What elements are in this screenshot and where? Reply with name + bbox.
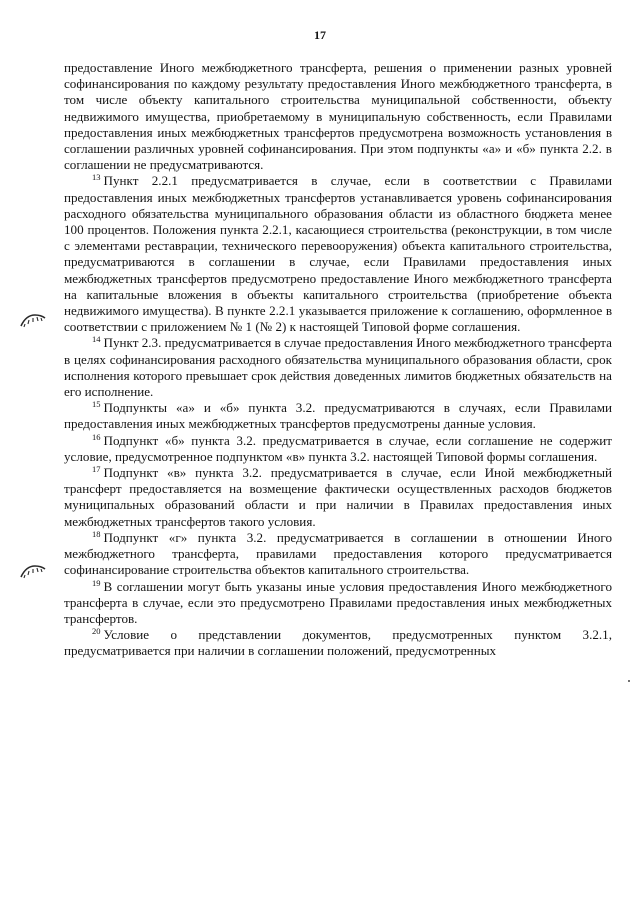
footnote-text: Подпункты «а» и «б» пункта 3.2. предусматриваются в случаях, если Правилами предоставления иных межбюджетных трансфертов предусмотрены данные условия. <box>64 400 612 432</box>
footnote-18 <box>64 530 612 579</box>
footnote-text: В соглашении могут быть указаны иные условия предоставления Иного межбюджетного трансферта в случае, если это предусмотрено Правилами предоставления иных межбюджетных трансфертов. <box>64 578 612 626</box>
footnote-text: Подпункт «в» пункта 3.2. предусматривается в случае, если Иной межбюджетный трансферт предоставляется на возмещение фактически осуществленных расходов бюджетов муниципальных образований области и при наличии в Правилах предоставления иных межбюджетных трансфертов такого условия. <box>64 465 612 529</box>
footnote-16 <box>64 433 612 465</box>
document-body <box>64 60 612 660</box>
page-number: 17 <box>314 28 326 42</box>
footnote-number: 17 <box>92 464 101 475</box>
footnote-number: 20 <box>92 626 101 637</box>
footnote-text: Условие о представлении документов, предусмотренных пунктом 3.2.1, предусматривается при наличии в соглашении положений, предусмотренных <box>64 627 612 659</box>
footnote-15 <box>64 400 612 432</box>
footnote-number: 19 <box>92 577 101 588</box>
footnote-text: Подпункт «б» пункта 3.2. предусматривается в случае, если соглашение не содержит условие, предусмотренное подпунктом «в» пункта 3.2. настоящей Типовой формы соглашения. <box>64 432 612 464</box>
footnote-20 <box>64 627 612 659</box>
paragraph-continuation <box>64 60 612 173</box>
footnote-number: 18 <box>92 528 101 539</box>
footnote-13 <box>64 173 612 335</box>
footnote-number: 15 <box>92 399 101 410</box>
footnote-text: Пункт 2.2.1 предусматривается в случае, если в соответствии с Правилами предоставления иных межбюджетных трансфертов устанавливается уровень софинансирования расходного обязательства муниципального образования области из областного бюджета менее 100 процентов. Положения пункта 2.2.1, касающиеся строительства (реконструкции, в том числе с элементами реставрации, технического перевооружения) объекта капитального строительства, предусматриваются в соглашении в случае, если Правилами предоставления иных межбюджетных трансфертов предусмотрено предоставление Иного межбюджетного трансферта на капитальные вложения в объекты капитального строительства (приобретение объекта недвижимого имущества). В пункте 2.2.1 указывается приложение к соглашению, оформленное в соответствии с приложением № 1 (№ 2) к настоящей Типовой форме соглашения. <box>64 173 612 335</box>
footnote-text: Пункт 2.3. предусматривается в случае предоставления Иного межбюджетного трансферта в целях софинансирования расходного обязательства муниципального образования области, срок исполнения которого превышает срок действия доведенных лимитов бюджетных обязательств на его исполнение. <box>64 335 612 400</box>
paragraph-text: предоставление Иного межбюджетного трансферта, решения о применении разных уровней софинансирования по каждому результату предоставления Иного межбюджетного трансферта, в том числе объекту капитального строительства муниципальной собственности, объекту недвижимого имущества, приобретаемому в муниципальную собственность, если Правилами предоставления иных межбюджетных трансфертов предусмотрена возможность установления в соглашении различных уровней софинансирования. При этом подпункты «а» и «б» пункта 2.2. в соглашении не предусматриваются. <box>64 60 612 173</box>
footnote-19 <box>64 579 612 628</box>
scan-speck <box>628 680 630 682</box>
footnote-text: Подпункт «г» пункта 3.2. предусматривается в соглашении в отношении Иного межбюджетного трансферта, правилами предоставления которого предусматривается софинансирование строительства объектов капитального строительства. <box>64 529 612 578</box>
hole-punch-mark <box>19 312 47 328</box>
footnote-number: 13 <box>92 172 101 183</box>
footnote-number: 14 <box>92 334 101 345</box>
footnote-14 <box>64 335 612 400</box>
footnote-number: 16 <box>92 431 101 442</box>
footnote-17 <box>64 465 612 530</box>
hole-punch-mark <box>19 563 47 579</box>
